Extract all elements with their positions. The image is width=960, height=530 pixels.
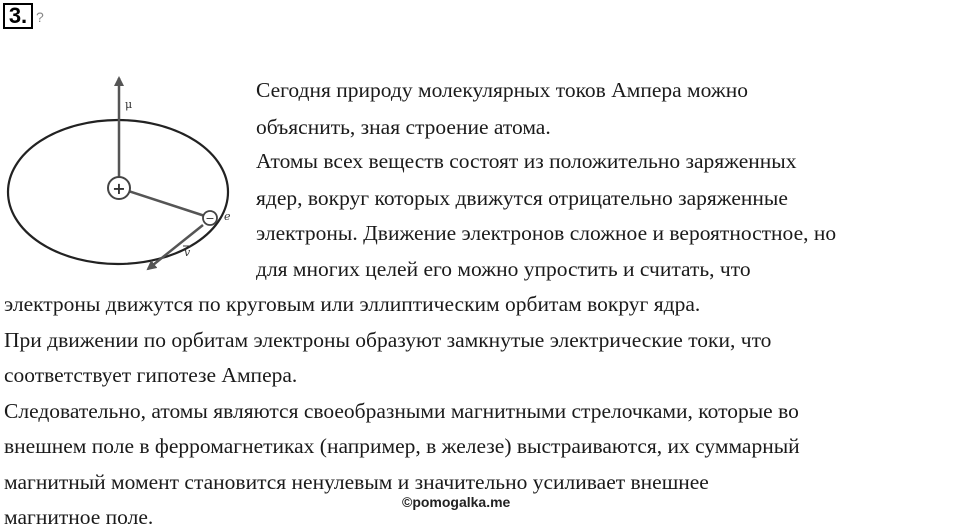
help-icon[interactable]: ?	[36, 9, 44, 25]
radius-line	[119, 188, 208, 217]
text-line: объяснить, зная строение атома.	[256, 115, 551, 139]
atom-diagram	[0, 70, 240, 280]
watermark: ©pomogalka.me	[402, 494, 511, 510]
text-line: соответствует гипотезе Ампера.	[4, 363, 298, 387]
text-line: Сегодня природу молекулярных токов Ампера можно	[256, 78, 748, 102]
text-line: внешнем поле в ферромагнетиках (например, в железе) выстраиваются, их суммарный	[4, 434, 800, 458]
text-line: электроны движутся по круговым или эллиптическим орбитам вокруг ядра.	[4, 292, 701, 316]
e-label: e	[224, 210, 231, 223]
text-line: ядер, вокруг которых движутся отрицательно заряженные	[256, 186, 788, 210]
text-line: для многих целей его можно упростить и считать, что	[256, 257, 751, 281]
text-line: магнитное поле.	[4, 505, 154, 529]
text-line: магнитный момент становится ненулевым и значительно усиливает внешнее	[4, 470, 709, 494]
velocity-arrow	[148, 225, 203, 269]
mu-label: μ	[125, 98, 133, 111]
text-line: Следовательно, атомы являются своеобразными магнитными стрелочками, которые во	[4, 399, 799, 423]
electron-minus-sign: −	[205, 212, 215, 225]
v-label: v	[184, 246, 191, 259]
nucleus-plus-sign: +	[112, 179, 126, 198]
task-number: 3.	[3, 3, 33, 29]
text-line: электроны. Движение электронов сложное и вероятностное, но	[256, 221, 837, 245]
text-line: Атомы всех веществ состоят из положительно заряженных	[256, 149, 797, 173]
text-line: При движении по орбитам электроны образуют замкнутые электрические токи, что	[4, 328, 772, 352]
